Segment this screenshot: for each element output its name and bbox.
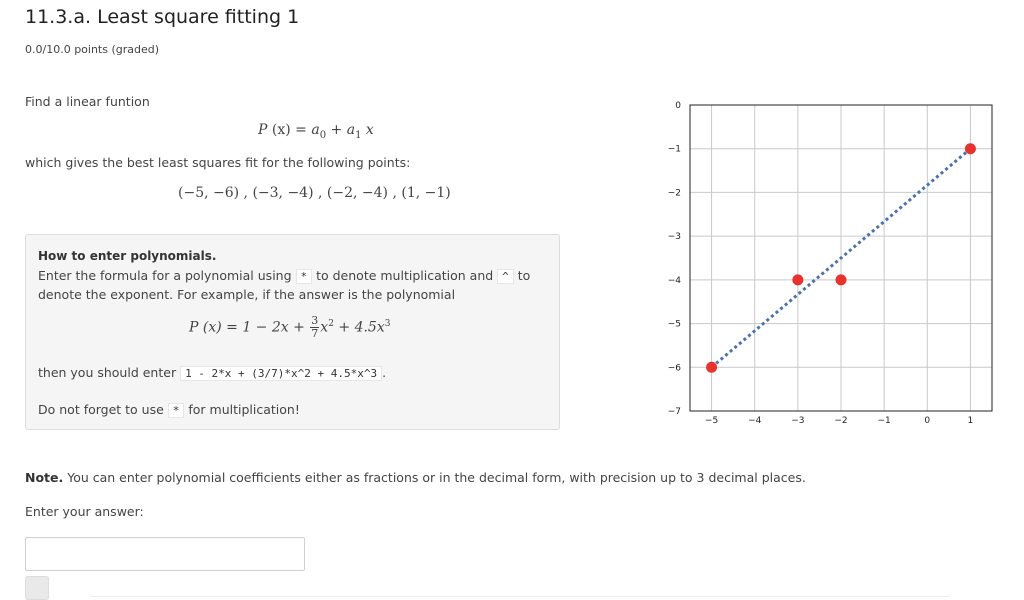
poly-mid-sup: 2	[328, 318, 334, 329]
data-point	[836, 274, 847, 285]
scatter-chart	[668, 96, 998, 436]
hint-forget	[38, 402, 300, 417]
hint-text-2: to denote multiplication and	[312, 268, 498, 283]
eq-a0-sub: 0	[319, 129, 327, 141]
hint-paragraph	[38, 267, 548, 304]
x-tick-label: −3	[791, 416, 805, 426]
divider	[90, 596, 950, 597]
data-point	[706, 362, 717, 373]
x-tick-label: −1	[877, 416, 891, 426]
problem-intro: Find a linear funtion	[25, 94, 150, 109]
eq-equals: =	[295, 122, 312, 138]
y-tick-label: −2	[668, 188, 681, 199]
y-tick-label: −7	[668, 407, 681, 417]
x-tick-label: −5	[704, 416, 719, 426]
poly-start: P (x) = 1 − 2x +	[189, 319, 310, 336]
hint-text-3: to denote the exponent. For example, if the answer is the polynomial	[38, 268, 531, 302]
example-polynomial	[189, 315, 390, 349]
x-tick-label: −2	[834, 416, 848, 426]
y-tick-label: −3	[668, 232, 681, 243]
note-body: You can enter polynomial coefficients either as fractions or in the decimal form, with precision up to 3 decimal places.	[63, 470, 806, 485]
points-list: (−5, −6) , (−3, −4) , (−2, −4) , (1, −1)	[178, 185, 451, 201]
code-multiply: *	[296, 269, 313, 284]
eq-arg: (x)	[271, 122, 291, 138]
answer-input[interactable]	[25, 537, 305, 571]
answer-label: Enter your answer:	[25, 504, 144, 519]
note-bold: Note.	[25, 470, 64, 485]
hint-box	[25, 234, 560, 430]
poly-rest-sup: 3	[384, 318, 391, 329]
note-text	[25, 470, 806, 485]
poly-mid: x	[320, 319, 329, 336]
data-point	[965, 143, 976, 154]
points-status: 0.0/10.0 points (graded)	[25, 43, 160, 56]
eq-a1: a	[346, 122, 356, 138]
poly-fraction	[310, 315, 319, 340]
data-point	[792, 274, 803, 285]
answer-action-button[interactable]	[25, 576, 49, 600]
eq-plus: +	[330, 122, 347, 138]
eq-a0: a	[311, 122, 320, 138]
code-exponent: ^	[497, 269, 514, 284]
y-tick-label: 0	[675, 101, 681, 111]
y-tick-label: −1	[668, 144, 681, 155]
problem-which: which gives the best least squares fit for the following points:	[25, 155, 411, 170]
then-period: .	[382, 365, 387, 380]
eq-x: x	[365, 122, 374, 138]
forget-text-1: Do not forget to use	[38, 402, 168, 417]
x-tick-label: 0	[924, 416, 931, 426]
page-title: 11.3.a. Least square fitting 1	[25, 6, 300, 28]
poly-rest: + 4.5x	[333, 319, 385, 336]
y-tick-label: −5	[668, 319, 681, 330]
hint-text-1: Enter the formula for a polynomial using	[38, 268, 296, 283]
hint-then	[38, 365, 386, 380]
then-text: then you should enter	[38, 365, 181, 380]
x-tick-label: 1	[967, 416, 974, 426]
forget-text-2: for multiplication!	[184, 402, 300, 417]
y-tick-label: −4	[668, 275, 681, 286]
target-equation	[258, 122, 374, 141]
poly-den: 7	[311, 327, 319, 340]
code-example: 1 - 2*x + (3/7)*x^2 + 4.5*x^3	[180, 366, 382, 381]
eq-lhs: P	[258, 122, 268, 138]
y-tick-label: −6	[668, 363, 681, 374]
x-tick-label: −4	[748, 416, 762, 426]
eq-a1-sub: 1	[355, 129, 362, 141]
code-multiply-reminder: *	[168, 403, 185, 418]
poly-num: 3	[311, 314, 319, 327]
hint-title: How to enter polynomials.	[38, 249, 217, 263]
